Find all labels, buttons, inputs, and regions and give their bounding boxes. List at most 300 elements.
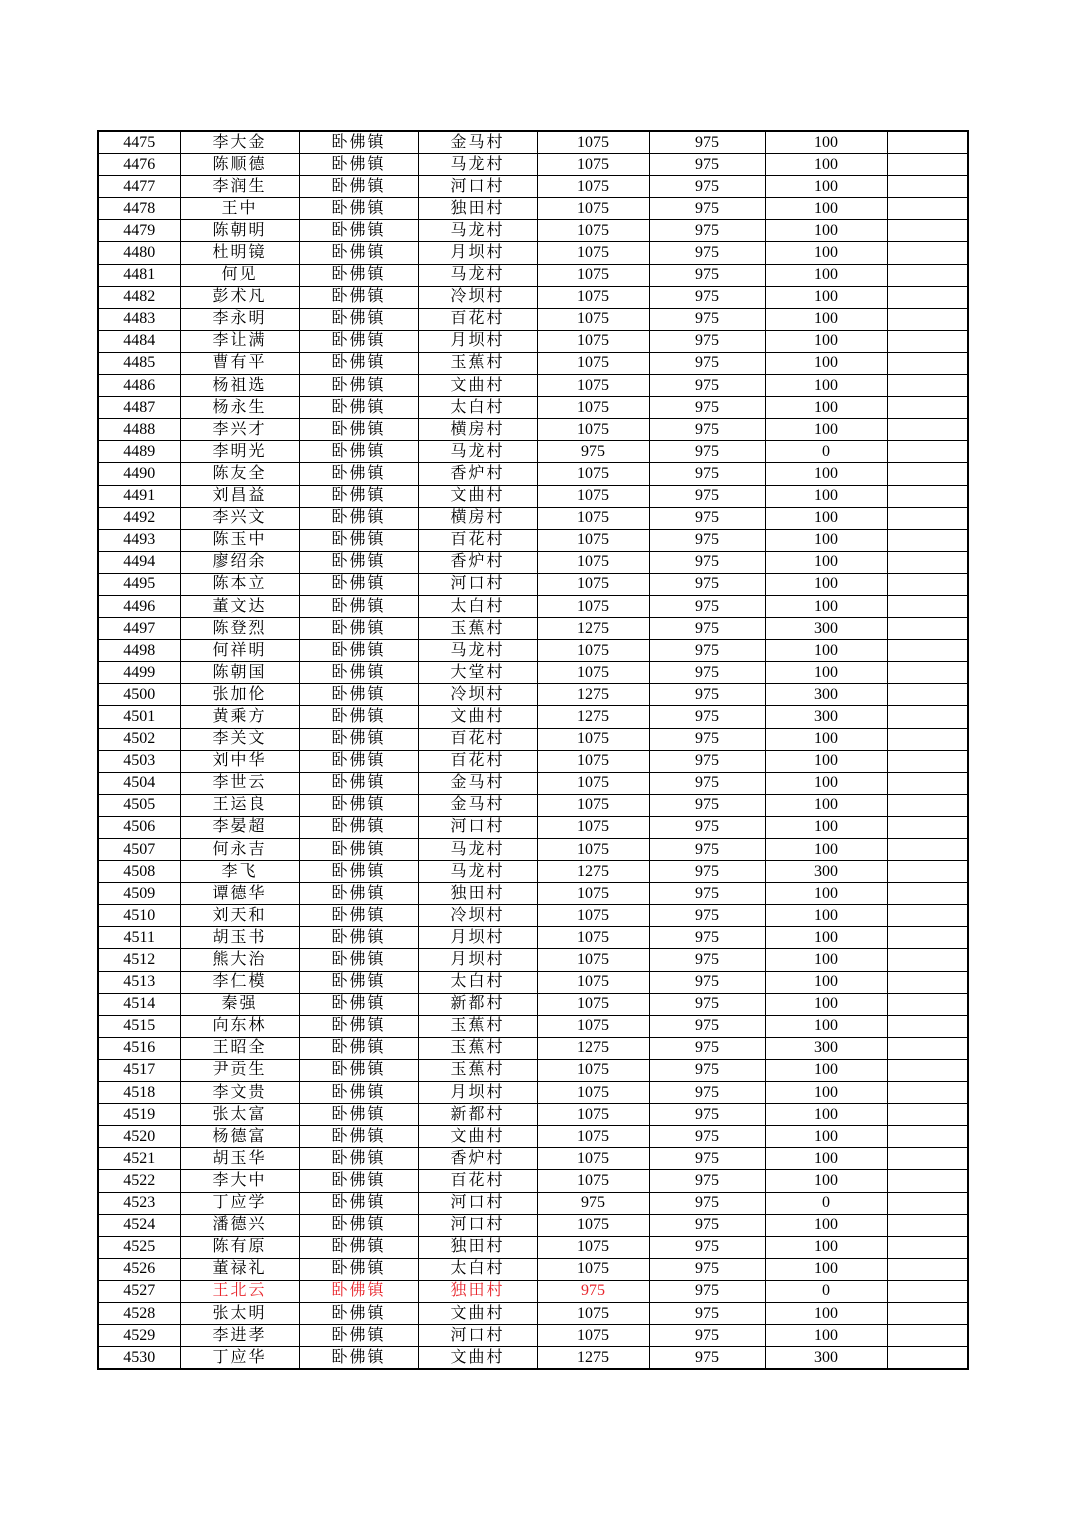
cell-difference: 100: [765, 1170, 887, 1192]
cell-note: [887, 861, 968, 883]
cell-village: 冷坝村: [418, 905, 537, 927]
table-row: [98, 1037, 968, 1059]
cell-name: 李世云: [180, 772, 299, 794]
cell-village: 横房村: [418, 507, 537, 529]
cell-amount-a: 1075: [537, 529, 649, 551]
cell-id: 4487: [98, 397, 180, 419]
table-row: [98, 927, 968, 949]
cell-village: 香炉村: [418, 1148, 537, 1170]
cell-town: 卧佛镇: [299, 816, 418, 838]
cell-amount-b: 975: [649, 242, 765, 264]
table-row: [98, 1192, 968, 1214]
table-row: [98, 1214, 968, 1236]
cell-amount-b: 975: [649, 198, 765, 220]
cell-name: 李兴才: [180, 419, 299, 441]
cell-town: 卧佛镇: [299, 949, 418, 971]
cell-name: 李晏超: [180, 816, 299, 838]
cell-town: 卧佛镇: [299, 1214, 418, 1236]
cell-amount-b: 975: [649, 1258, 765, 1280]
table-row: [98, 573, 968, 595]
cell-amount-b: 975: [649, 220, 765, 242]
cell-amount-a: 1075: [537, 220, 649, 242]
cell-amount-b: 975: [649, 640, 765, 662]
cell-name: 刘天和: [180, 905, 299, 927]
cell-name: 李大中: [180, 1170, 299, 1192]
cell-id: 4492: [98, 507, 180, 529]
cell-name: 杨德富: [180, 1126, 299, 1148]
cell-difference: 100: [765, 1148, 887, 1170]
cell-village: 百花村: [418, 1170, 537, 1192]
cell-note: [887, 286, 968, 308]
cell-id: 4496: [98, 595, 180, 617]
cell-id: 4519: [98, 1104, 180, 1126]
cell-amount-b: 975: [649, 993, 765, 1015]
cell-town: 卧佛镇: [299, 927, 418, 949]
table-row: [98, 375, 968, 397]
table-row: [98, 1302, 968, 1324]
cell-town: 卧佛镇: [299, 595, 418, 617]
cell-amount-b: 975: [649, 154, 765, 176]
cell-note: [887, 595, 968, 617]
cell-note: [887, 1192, 968, 1214]
cell-difference: 100: [765, 1302, 887, 1324]
cell-id: 4506: [98, 816, 180, 838]
cell-amount-b: 975: [649, 662, 765, 684]
cell-village: 太白村: [418, 1258, 537, 1280]
cell-difference: 300: [765, 1037, 887, 1059]
cell-note: [887, 662, 968, 684]
cell-town: 卧佛镇: [299, 1302, 418, 1324]
cell-difference: 100: [765, 816, 887, 838]
cell-village: 金马村: [418, 772, 537, 794]
cell-town: 卧佛镇: [299, 507, 418, 529]
cell-town: 卧佛镇: [299, 220, 418, 242]
cell-id: 4524: [98, 1214, 180, 1236]
cell-amount-a: 1275: [537, 684, 649, 706]
cell-town: 卧佛镇: [299, 1325, 418, 1347]
cell-name: 刘中华: [180, 750, 299, 772]
cell-name: 曹有平: [180, 352, 299, 374]
table-row: [98, 1280, 968, 1302]
cell-name: 李润生: [180, 176, 299, 198]
cell-note: [887, 1104, 968, 1126]
cell-village: 文曲村: [418, 1126, 537, 1148]
cell-town: 卧佛镇: [299, 463, 418, 485]
table-row: [98, 330, 968, 352]
table-body: [98, 131, 968, 1369]
cell-amount-a: 1075: [537, 1236, 649, 1258]
cell-village: 冷坝村: [418, 286, 537, 308]
cell-difference: 100: [765, 728, 887, 750]
cell-village: 太白村: [418, 971, 537, 993]
table-row: [98, 728, 968, 750]
cell-name: 刘昌益: [180, 485, 299, 507]
cell-village: 马龙村: [418, 640, 537, 662]
cell-amount-b: 975: [649, 463, 765, 485]
cell-village: 太白村: [418, 595, 537, 617]
table-row: [98, 352, 968, 374]
cell-name: 李大金: [180, 131, 299, 154]
cell-name: 陈玉中: [180, 529, 299, 551]
table-row: [98, 971, 968, 993]
cell-amount-a: 1075: [537, 308, 649, 330]
cell-name: 董禄礼: [180, 1258, 299, 1280]
cell-village: 独田村: [418, 1236, 537, 1258]
cell-difference: 100: [765, 750, 887, 772]
cell-name: 谭德华: [180, 883, 299, 905]
cell-amount-a: 1075: [537, 507, 649, 529]
cell-name: 丁应华: [180, 1347, 299, 1370]
cell-note: [887, 131, 968, 154]
cell-id: 4503: [98, 750, 180, 772]
cell-village: 河口村: [418, 1214, 537, 1236]
cell-amount-b: 975: [649, 1280, 765, 1302]
cell-amount-a: 1075: [537, 1214, 649, 1236]
cell-town: 卧佛镇: [299, 419, 418, 441]
cell-amount-b: 975: [649, 507, 765, 529]
cell-difference: 100: [765, 485, 887, 507]
cell-difference: 100: [765, 794, 887, 816]
cell-amount-a: 1275: [537, 1037, 649, 1059]
cell-amount-b: 975: [649, 1325, 765, 1347]
cell-village: 太白村: [418, 397, 537, 419]
cell-amount-b: 975: [649, 286, 765, 308]
cell-name: 李飞: [180, 861, 299, 883]
cell-note: [887, 1082, 968, 1104]
cell-town: 卧佛镇: [299, 1258, 418, 1280]
cell-difference: 100: [765, 154, 887, 176]
cell-id: 4502: [98, 728, 180, 750]
cell-note: [887, 816, 968, 838]
table-row: [98, 286, 968, 308]
cell-village: 横房村: [418, 419, 537, 441]
cell-name: 向东林: [180, 1015, 299, 1037]
cell-amount-a: 1075: [537, 397, 649, 419]
cell-amount-a: 1075: [537, 993, 649, 1015]
cell-id: 4488: [98, 419, 180, 441]
table-row: [98, 949, 968, 971]
cell-town: 卧佛镇: [299, 176, 418, 198]
cell-amount-a: 1075: [537, 375, 649, 397]
cell-village: 河口村: [418, 1325, 537, 1347]
cell-id: 4490: [98, 463, 180, 485]
cell-amount-a: 1075: [537, 286, 649, 308]
cell-amount-a: 975: [537, 1192, 649, 1214]
cell-id: 4491: [98, 485, 180, 507]
cell-amount-a: 1075: [537, 176, 649, 198]
cell-name: 尹贡生: [180, 1059, 299, 1081]
cell-town: 卧佛镇: [299, 728, 418, 750]
cell-amount-b: 975: [649, 176, 765, 198]
cell-difference: 100: [765, 397, 887, 419]
cell-amount-b: 975: [649, 573, 765, 595]
cell-village: 新都村: [418, 993, 537, 1015]
cell-village: 独田村: [418, 1280, 537, 1302]
cell-name: 王运良: [180, 794, 299, 816]
cell-difference: 100: [765, 176, 887, 198]
cell-note: [887, 706, 968, 728]
cell-id: 4499: [98, 662, 180, 684]
cell-note: [887, 176, 968, 198]
cell-id: 4513: [98, 971, 180, 993]
cell-difference: 100: [765, 1236, 887, 1258]
cell-village: 文曲村: [418, 1302, 537, 1324]
cell-amount-a: 1075: [537, 750, 649, 772]
cell-difference: 100: [765, 1126, 887, 1148]
cell-amount-a: 1075: [537, 463, 649, 485]
table-row: [98, 1015, 968, 1037]
cell-amount-a: 1075: [537, 772, 649, 794]
cell-id: 4478: [98, 198, 180, 220]
cell-town: 卧佛镇: [299, 1280, 418, 1302]
table-row: [98, 242, 968, 264]
cell-id: 4493: [98, 529, 180, 551]
cell-name: 胡玉书: [180, 927, 299, 949]
table-row: [98, 640, 968, 662]
cell-village: 玉蕉村: [418, 1059, 537, 1081]
table-row: [98, 176, 968, 198]
cell-difference: 100: [765, 551, 887, 573]
cell-amount-a: 1075: [537, 662, 649, 684]
cell-town: 卧佛镇: [299, 861, 418, 883]
table-row: [98, 1126, 968, 1148]
cell-town: 卧佛镇: [299, 397, 418, 419]
cell-amount-b: 975: [649, 905, 765, 927]
cell-amount-a: 1075: [537, 794, 649, 816]
cell-name: 彭术凡: [180, 286, 299, 308]
cell-amount-a: 1075: [537, 595, 649, 617]
cell-id: 4479: [98, 220, 180, 242]
cell-amount-a: 1075: [537, 839, 649, 861]
cell-id: 4527: [98, 1280, 180, 1302]
cell-name: 王北云: [180, 1280, 299, 1302]
cell-village: 玉蕉村: [418, 352, 537, 374]
cell-village: 马龙村: [418, 839, 537, 861]
cell-amount-a: 1075: [537, 949, 649, 971]
table-row: [98, 684, 968, 706]
cell-town: 卧佛镇: [299, 706, 418, 728]
cell-village: 独田村: [418, 198, 537, 220]
cell-town: 卧佛镇: [299, 684, 418, 706]
cell-village: 冷坝村: [418, 684, 537, 706]
cell-town: 卧佛镇: [299, 750, 418, 772]
table-row: [98, 1170, 968, 1192]
cell-id: 4498: [98, 640, 180, 662]
cell-name: 李进孝: [180, 1325, 299, 1347]
cell-village: 月坝村: [418, 927, 537, 949]
cell-amount-b: 975: [649, 441, 765, 463]
cell-note: [887, 308, 968, 330]
cell-name: 王中: [180, 198, 299, 220]
cell-difference: 100: [765, 905, 887, 927]
cell-village: 马龙村: [418, 441, 537, 463]
cell-amount-b: 975: [649, 352, 765, 374]
cell-difference: 100: [765, 927, 887, 949]
table-row: [98, 308, 968, 330]
cell-amount-b: 975: [649, 131, 765, 154]
cell-difference: 100: [765, 949, 887, 971]
cell-name: 陈有原: [180, 1236, 299, 1258]
cell-id: 4520: [98, 1126, 180, 1148]
cell-amount-a: 1075: [537, 551, 649, 573]
table-row: [98, 154, 968, 176]
cell-amount-a: 1075: [537, 1302, 649, 1324]
cell-id: 4482: [98, 286, 180, 308]
cell-note: [887, 971, 968, 993]
cell-name: 董文达: [180, 595, 299, 617]
cell-village: 马龙村: [418, 154, 537, 176]
cell-difference: 100: [765, 1214, 887, 1236]
cell-amount-b: 975: [649, 1148, 765, 1170]
cell-note: [887, 573, 968, 595]
cell-town: 卧佛镇: [299, 529, 418, 551]
cell-town: 卧佛镇: [299, 551, 418, 573]
cell-id: 4521: [98, 1148, 180, 1170]
cell-difference: 300: [765, 618, 887, 640]
cell-village: 香炉村: [418, 463, 537, 485]
cell-village: 香炉村: [418, 551, 537, 573]
cell-difference: 100: [765, 1258, 887, 1280]
cell-note: [887, 330, 968, 352]
cell-id: 4489: [98, 441, 180, 463]
table-row: [98, 1347, 968, 1370]
table-row: [98, 861, 968, 883]
table-row: [98, 662, 968, 684]
cell-amount-a: 1275: [537, 861, 649, 883]
cell-name: 陈友全: [180, 463, 299, 485]
cell-note: [887, 485, 968, 507]
cell-note: [887, 839, 968, 861]
cell-note: [887, 927, 968, 949]
cell-id: 4516: [98, 1037, 180, 1059]
cell-village: 百花村: [418, 308, 537, 330]
cell-amount-a: 1075: [537, 905, 649, 927]
cell-village: 玉蕉村: [418, 1015, 537, 1037]
cell-name: 何永吉: [180, 839, 299, 861]
cell-difference: 100: [765, 242, 887, 264]
cell-note: [887, 1258, 968, 1280]
cell-id: 4514: [98, 993, 180, 1015]
cell-name: 李让满: [180, 330, 299, 352]
cell-amount-a: 1075: [537, 1015, 649, 1037]
cell-amount-a: 1075: [537, 1325, 649, 1347]
cell-amount-b: 975: [649, 971, 765, 993]
cell-village: 独田村: [418, 883, 537, 905]
cell-town: 卧佛镇: [299, 993, 418, 1015]
table-row: [98, 839, 968, 861]
cell-difference: 100: [765, 463, 887, 485]
cell-id: 4485: [98, 352, 180, 374]
cell-id: 4510: [98, 905, 180, 927]
cell-note: [887, 220, 968, 242]
cell-amount-b: 975: [649, 529, 765, 551]
cell-id: 4481: [98, 264, 180, 286]
cell-amount-a: 1075: [537, 352, 649, 374]
cell-note: [887, 419, 968, 441]
cell-amount-a: 1075: [537, 485, 649, 507]
cell-village: 马龙村: [418, 264, 537, 286]
cell-town: 卧佛镇: [299, 618, 418, 640]
cell-name: 李仁模: [180, 971, 299, 993]
cell-village: 马龙村: [418, 861, 537, 883]
table-row: [98, 993, 968, 1015]
cell-amount-b: 975: [649, 595, 765, 617]
cell-note: [887, 1126, 968, 1148]
cell-amount-a: 1075: [537, 131, 649, 154]
cell-note: [887, 993, 968, 1015]
cell-village: 月坝村: [418, 949, 537, 971]
cell-difference: 100: [765, 1059, 887, 1081]
cell-name: 杜明镜: [180, 242, 299, 264]
cell-village: 马龙村: [418, 220, 537, 242]
cell-village: 河口村: [418, 176, 537, 198]
cell-amount-a: 1075: [537, 816, 649, 838]
cell-amount-b: 975: [649, 1170, 765, 1192]
cell-town: 卧佛镇: [299, 1082, 418, 1104]
cell-town: 卧佛镇: [299, 1170, 418, 1192]
cell-id: 4477: [98, 176, 180, 198]
cell-difference: 100: [765, 839, 887, 861]
cell-difference: 100: [765, 595, 887, 617]
cell-id: 4495: [98, 573, 180, 595]
cell-town: 卧佛镇: [299, 198, 418, 220]
cell-note: [887, 1347, 968, 1370]
cell-note: [887, 794, 968, 816]
cell-note: [887, 618, 968, 640]
cell-name: 李明光: [180, 441, 299, 463]
table-row: [98, 507, 968, 529]
cell-id: 4508: [98, 861, 180, 883]
cell-id: 4505: [98, 794, 180, 816]
table-row: [98, 463, 968, 485]
cell-name: 李永明: [180, 308, 299, 330]
cell-village: 月坝村: [418, 242, 537, 264]
cell-difference: 100: [765, 308, 887, 330]
cell-note: [887, 1214, 968, 1236]
cell-amount-a: 1075: [537, 264, 649, 286]
cell-town: 卧佛镇: [299, 375, 418, 397]
cell-amount-a: 1075: [537, 883, 649, 905]
cell-note: [887, 684, 968, 706]
cell-note: [887, 551, 968, 573]
cell-name: 张太明: [180, 1302, 299, 1324]
cell-town: 卧佛镇: [299, 1192, 418, 1214]
cell-village: 玉蕉村: [418, 1037, 537, 1059]
table-row: [98, 1258, 968, 1280]
cell-town: 卧佛镇: [299, 330, 418, 352]
cell-town: 卧佛镇: [299, 1236, 418, 1258]
cell-note: [887, 397, 968, 419]
table-row: [98, 198, 968, 220]
cell-amount-a: 1075: [537, 971, 649, 993]
data-table: [97, 130, 969, 1370]
cell-id: 4529: [98, 1325, 180, 1347]
table-row: [98, 264, 968, 286]
cell-id: 4507: [98, 839, 180, 861]
cell-note: [887, 1170, 968, 1192]
cell-id: 4475: [98, 131, 180, 154]
cell-amount-a: 975: [537, 441, 649, 463]
cell-village: 文曲村: [418, 485, 537, 507]
cell-amount-b: 975: [649, 330, 765, 352]
table-row: [98, 1148, 968, 1170]
cell-note: [887, 1325, 968, 1347]
cell-amount-b: 975: [649, 1126, 765, 1148]
cell-amount-b: 975: [649, 1214, 765, 1236]
cell-amount-a: 1275: [537, 706, 649, 728]
cell-note: [887, 375, 968, 397]
cell-difference: 100: [765, 286, 887, 308]
